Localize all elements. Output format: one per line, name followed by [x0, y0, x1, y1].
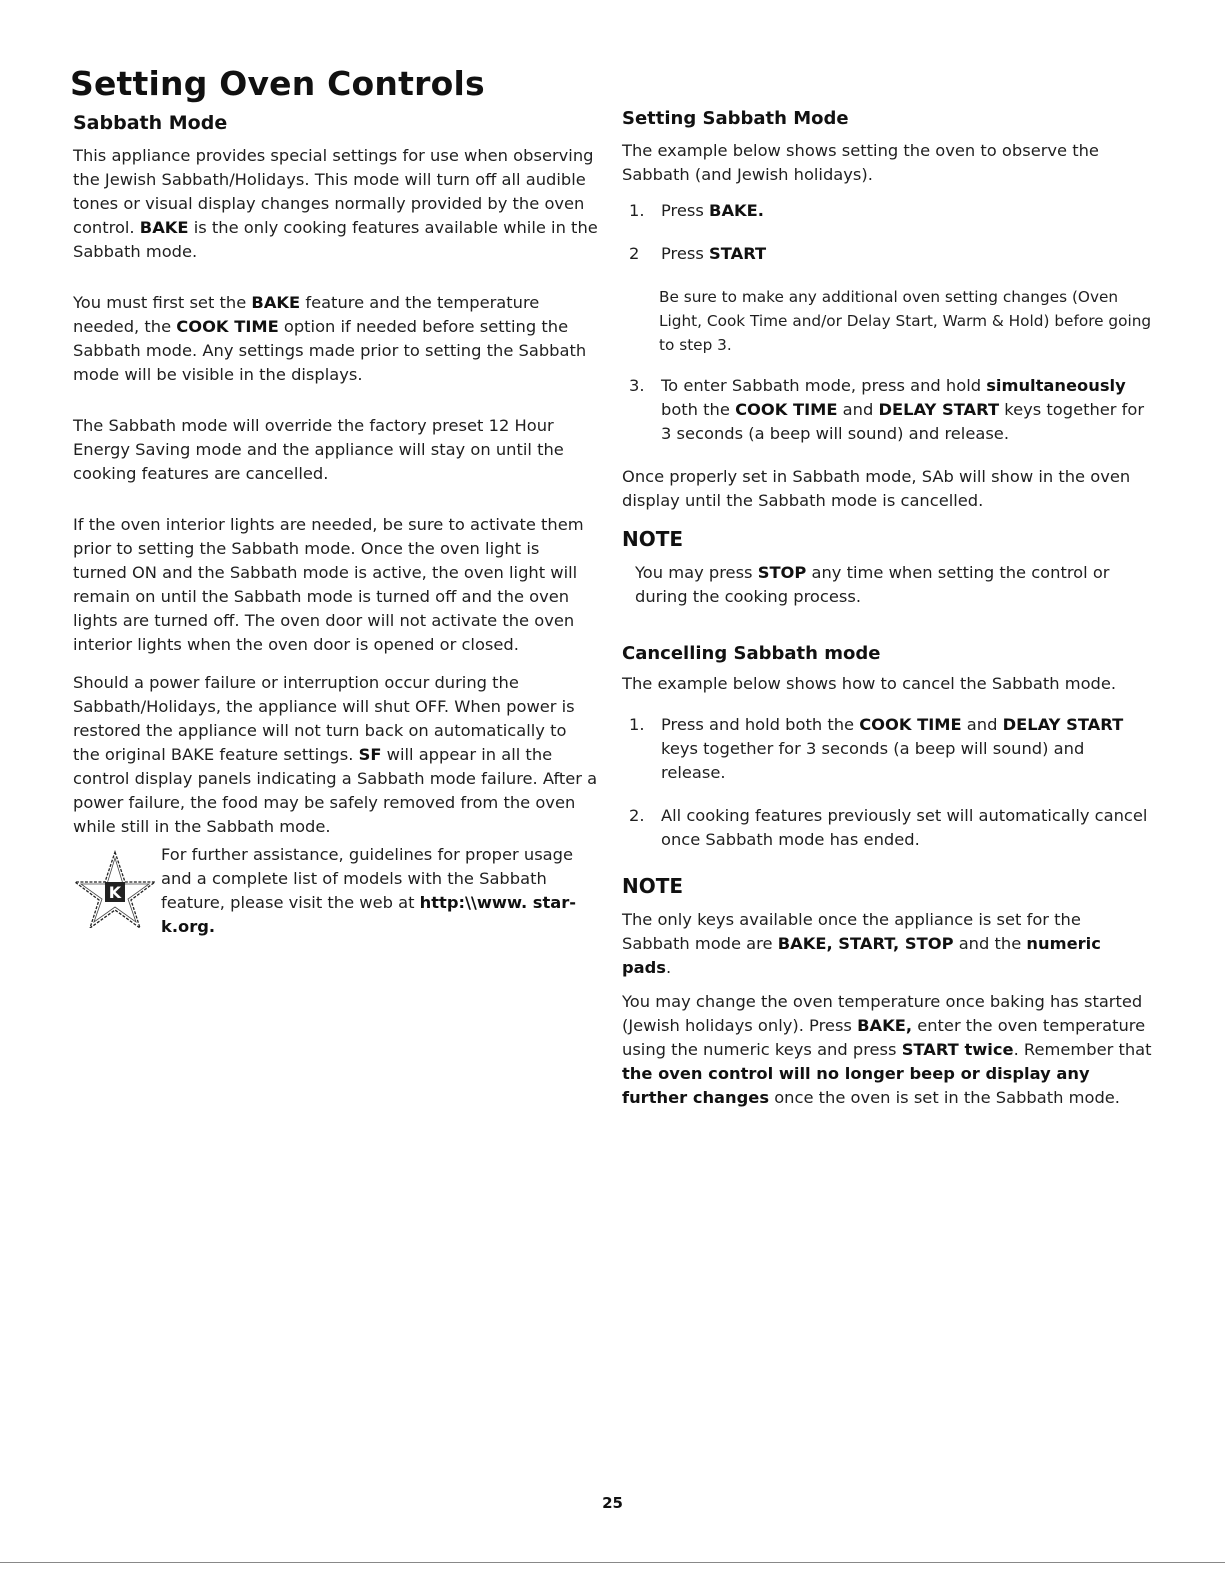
setting-steps-cont	[622, 374, 1152, 446]
override-paragraph: The Sabbath mode will override the factory preset 12 Hour Energy Saving mode and the appliance will stay on until the cooking features are cancelled.	[73, 416, 564, 483]
note-heading: NOTE	[622, 527, 684, 551]
note-stop-text: You may press STOP any time when setting the control or during the cooking process.	[635, 563, 1110, 606]
list-item: 1. Press BAKE.	[629, 201, 764, 220]
list-item: 2 Press START	[629, 244, 767, 263]
setting-intro: The example below shows setting the oven to observe the Sabbath (and Jewish holidays).	[622, 141, 1099, 184]
bottom-rule	[0, 1562, 1225, 1563]
list-item: 3. To enter Sabbath mode, press and hold simultaneously both the COOK TIME and DELAY START keys together for 3 seconds (a beep will sound) and release.	[629, 376, 1145, 443]
step2-note: Be sure to make any additional oven setting changes (Oven Light, Cook Time and/or Delay Start, Warm & Hold) before going to step 3.	[659, 288, 1152, 354]
oven-lights-paragraph: If the oven interior lights are needed, be sure to activate them prior to setting the Sabbath mode. Once the oven light is turned ON and the Sabbath mode is active, the oven light will remain on until the Sabbath mode is turned off and the oven lights are turned off. The oven door will not activate the oven interior lights when the oven door is opened or closed.	[73, 515, 584, 654]
sabbath-mode-heading: Sabbath Mode	[73, 112, 228, 134]
star-k-info	[73, 843, 598, 939]
setting-sabbath-heading: Setting Sabbath Mode	[622, 108, 849, 129]
power-failure-paragraph: Should a power failure or interruption occur during the Sabbath/Holidays, the appliance will shut OFF. When power is restored the appliance will not turn back on automatically to the original BAKE feature settings. SF will appear in all the control display panels indicating a Sabbath mode failure. After a power failure, the food may be safely removed from the oven while still in the Sabbath mode.	[73, 673, 598, 836]
list-item: 2. All cooking features previously set will automatically cancel once Sabbath mode has ended.	[629, 806, 1148, 849]
list-item: 1. Press and hold both the COOK TIME and DELAY START keys together for 3 seconds (a beep will sound) and release.	[629, 715, 1124, 782]
temperature-change-paragraph: You may change the oven temperature once baking has started (Jewish holidays only). Press BAKE, enter the oven temperature using the numeric keys and press START twice. Remember that the oven control will no longer beep or display any further changes once the oven is set in the Sabbath mode.	[622, 992, 1152, 1107]
cancel-steps	[622, 713, 1152, 852]
star-k-text: For further assistance, guidelines for proper usage and a complete list of models with the Sabbath feature, please visit the web at http:\\www. star-k.org.	[161, 845, 577, 936]
intro-paragraph: This appliance provides special settings for use when observing the Jewish Sabbath/Holidays. This mode will turn off all audible tones or visual display changes normally provided by the oven control. BAKE is the only cooking features available while in the Sabbath mode.	[73, 146, 598, 261]
page-number: 25	[602, 1494, 623, 1512]
bake-setup-paragraph: You must first set the BAKE feature and the temperature needed, the COOK TIME option if needed before setting the Sabbath mode. Any settings made prior to setting the Sabbath mode will be visible in the displays.	[73, 293, 587, 384]
note-keys-text: The only keys available once the appliance is set for the Sabbath mode are BAKE, START, STOP and the numeric pads.	[622, 910, 1101, 977]
note-heading: NOTE	[622, 874, 684, 898]
right-column	[622, 108, 1152, 1129]
star-k-link[interactable]: http:\\www. star-k.org	[161, 893, 577, 936]
cancel-intro: The example below shows how to cancel the Sabbath mode.	[622, 674, 1117, 693]
sab-display-paragraph: Once properly set in Sabbath mode, SAb will show in the oven display until the Sabbath mode is cancelled.	[622, 467, 1131, 510]
page-title: Setting Oven Controls	[70, 64, 485, 103]
setting-steps	[622, 199, 1152, 266]
cancel-heading: Cancelling Sabbath mode	[622, 643, 881, 664]
svg-text:K: K	[108, 883, 122, 902]
star-k-logo-icon	[73, 848, 158, 928]
left-column	[73, 112, 598, 939]
